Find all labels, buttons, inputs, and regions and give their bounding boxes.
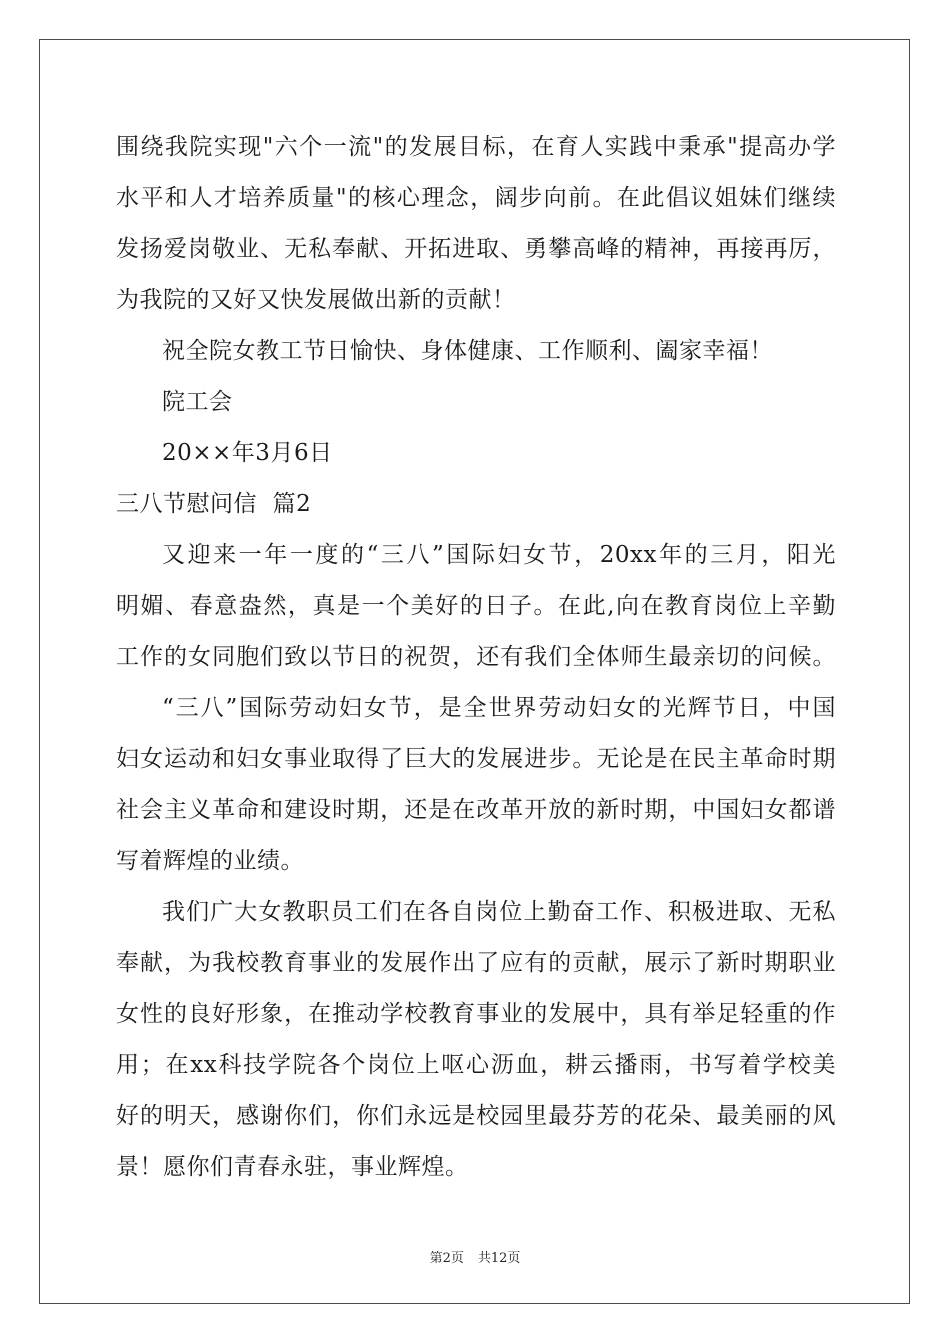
- paragraph-line: 为我院的又好又快发展做出新的贡献！: [116, 287, 516, 313]
- signature: 院工会: [162, 389, 233, 415]
- paragraph-line: 水平和人才培养质量"的核心理念，阔步向前。在此倡议姐妹们继续: [116, 185, 836, 211]
- paragraph-line: 我们广大女教职员工们在各自岗位上勤奋工作、积极进取、无私: [162, 899, 836, 925]
- paragraph-line: 明媚、春意盎然，真是一个美好的日子。在此,向在教育岗位上辛勤: [116, 593, 836, 619]
- page-total: 共12页: [477, 1251, 521, 1266]
- paragraph-line: 工作的女同胞们致以节日的祝贺，还有我们全体师生最亲切的问候。: [116, 644, 836, 670]
- paragraph-line: 发扬爱岗敬业、无私奉献、开拓进取、勇攀高峰的精神，再接再厉，: [116, 236, 836, 262]
- paragraph-line: 社会主义革命和建设时期，还是在改革开放的新时期，中国妇女都谱: [116, 797, 836, 823]
- paragraph-line: 又迎来一年一度的“三八”国际妇女节，20xx年的三月，阳光: [162, 542, 836, 568]
- paragraph-line: 用；在xx科技学院各个岗位上呕心沥血，耕云播雨，书写着学校美: [116, 1052, 836, 1078]
- letter-date: 20××年3月6日: [162, 440, 333, 466]
- closing-wish: 祝全院女教工节日愉快、身体健康、工作顺利、阖家幸福！: [162, 338, 773, 364]
- paragraph-line: 妇女运动和妇女事业取得了巨大的发展进步。无论是在民主革命时期: [116, 746, 836, 772]
- paragraph-line: 女性的良好形象，在推动学校教育事业的发展中，具有举足轻重的作: [116, 1001, 836, 1027]
- paragraph-line: 奉献，为我校教育事业的发展作出了应有的贡献，展示了新时期职业: [116, 950, 836, 976]
- document-body: [116, 122, 836, 1193]
- paragraph-line: 写着辉煌的业绩。: [116, 848, 304, 874]
- page-footer: [0, 1247, 950, 1266]
- paragraph-line: 景！愿你们青春永驻，事业辉煌。: [116, 1154, 469, 1180]
- paragraph-line: “三八”国际劳动妇女节，是全世界劳动妇女的光辉节日，中国: [162, 695, 836, 721]
- paragraph-line: 好的明天，感谢你们，你们永远是校园里最芬芳的花朵、最美丽的风: [116, 1103, 836, 1129]
- section-heading: 三八节慰问信 篇2: [116, 491, 312, 517]
- page-number: 第2页: [429, 1251, 464, 1266]
- paragraph-line: 围绕我院实现"六个一流"的发展目标，在育人实践中秉承"提高办学: [116, 134, 836, 160]
